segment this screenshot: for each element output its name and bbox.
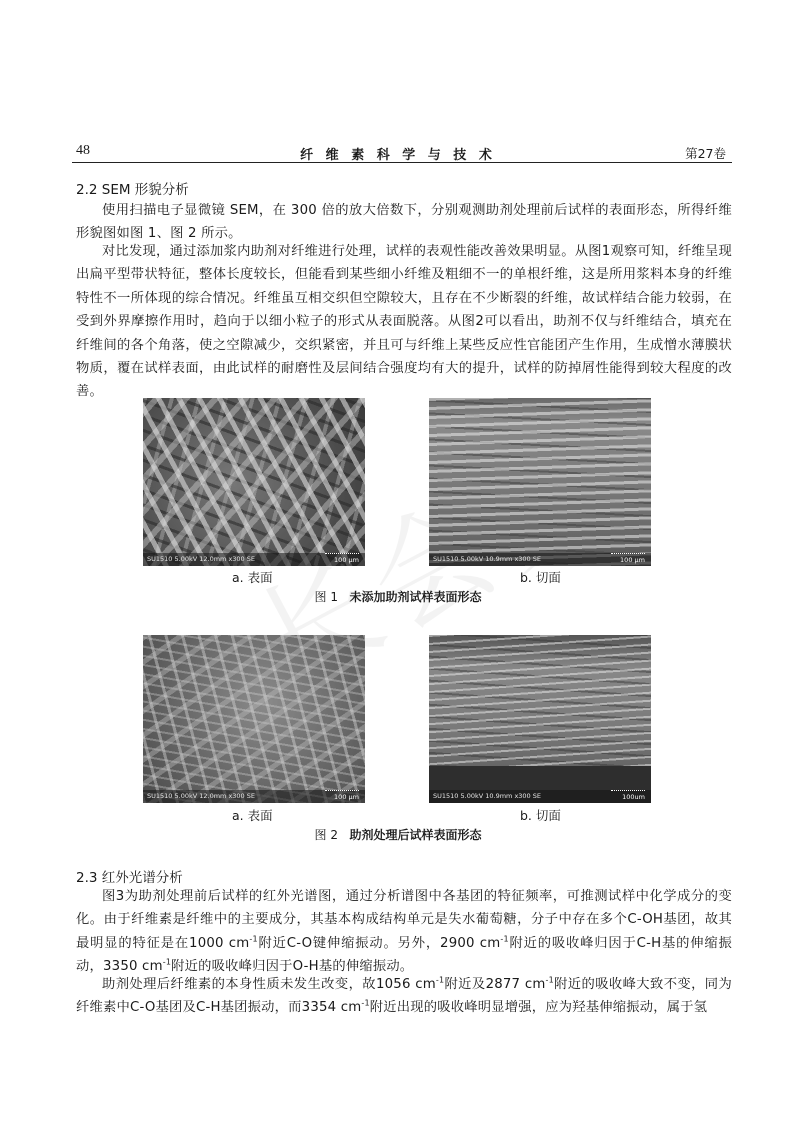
text-run: 附近C-O键伸缩振动。另外，2900 cm	[257, 935, 501, 951]
scale-bar-label: 100um	[622, 793, 645, 801]
sem-image-fig1-surface	[143, 398, 365, 566]
scale-bar-label: 100 µm	[334, 556, 359, 564]
volume-label: 第27卷	[685, 146, 726, 161]
subfigure-caption-a: a. 表面	[232, 808, 273, 823]
text-run: 附近的吸收峰大致不变，同为纤维素中C-O基团及C-H基团振动，而3354 cm	[76, 977, 732, 1016]
superscript: -1	[162, 957, 172, 967]
sem-image-fig2-section	[429, 635, 651, 803]
paragraph: 对比发现，通过添加浆内助剂对纤维进行处理，试样的表观性能改善效果明显。从图1观察可知，纤维呈现出扁平型带状特征，整体长度较长，但能看到某些细小纤维及粗细不一的单根纤维，这是所用浆料本身的纤维特性不一所体现的综合情况。纤维虽互相交织但空隙较大，且存在不少断裂的纤维，故试样结合能力较弱，在受到外界摩擦作用时，趋向于以细小粒子的形式从表面脱落。从图2可以看出，助剂不仅与纤维结合，填充在纤维间的各个角落，使之空隙减少，交织紧密，并且可与纤维上某些反应性官能团产生作用，生成憎水薄膜状物质，覆在试样表面，由此试样的耐磨性及层间结合强度均有大的提升，试样的防掉屑性能得到较大程度的改善。	[76, 244, 732, 400]
subfigure-caption-a: a. 表面	[232, 570, 273, 585]
sem-image-fig2-surface	[143, 635, 365, 803]
sem-info-bar: SU1510 5.00kV 12.0mm x300 SE	[143, 790, 365, 803]
superscript: -1	[361, 998, 370, 1008]
text-run: 图3为助剂处理前后试样的红外光谱图，通过分析谱图中各基团的特征频率，可推测试样中化学成分的变化。由于纤维素是纤维中的主要成分，其基本构成结构单元是失水葡萄糖，分子中存在多个C-OH基团，故其最明显的特征是在1000 cm	[76, 889, 732, 951]
running-header	[0, 143, 796, 163]
text-run: 助剂处理后纤维素的本身性质未发生改变，故1056 cm	[102, 977, 436, 992]
sem-info-bar: SU1510 5.00kV 10.9mm x300 SE	[429, 553, 651, 566]
paragraph	[76, 885, 732, 979]
text-run: 附近的吸收峰归因于C-H基的伸缩振动，3350 cm	[76, 935, 732, 975]
section-title-2-3: 2.3 红外光谱分析	[76, 870, 183, 886]
sem-info-bar: SU1510 5.00kV 12.0mm x300 SE	[143, 553, 365, 566]
subfigure-caption-b: b. 切面	[520, 808, 561, 823]
superscript: -1	[435, 975, 445, 985]
superscript: -1	[500, 934, 509, 944]
subfigure-caption-b: b. 切面	[520, 570, 561, 585]
superscript: -1	[249, 934, 258, 944]
sem-image-fig1-section	[429, 398, 651, 566]
figure-caption-1	[0, 588, 796, 605]
paragraph: 使用扫描电子显微镜 SEM，在 300 倍的放大倍数下，分别观测助剂处理前后试样的表面形态，所得纤维形貌图如图 1、图 2 所示。	[76, 203, 732, 242]
page-number: 48	[76, 143, 90, 158]
figure-label: 图 1	[314, 590, 338, 604]
text-run: 附近的吸收峰归因于O-H基的伸缩振动。	[171, 959, 414, 975]
text-run: 附近出现的吸收峰明显增强，应为羟基伸缩振动，属于氢	[369, 1000, 708, 1016]
figure-caption-2	[0, 826, 796, 843]
figure-caption-text: 助剂处理后试样表面形态	[349, 828, 482, 842]
scale-bar-label: 100 µm	[334, 793, 359, 801]
text-run: 附近及2877 cm	[444, 977, 546, 992]
journal-title: 纤 维 素 科 学 与 技 术	[300, 148, 496, 163]
section-title-2-2: 2.2 SEM 形貌分析	[76, 182, 189, 198]
figure-caption-text: 未添加助剂试样表面形态	[349, 590, 482, 604]
scale-bar-label: 100 µm	[620, 556, 645, 564]
sem-info-bar: SU1510 5.00kV 10.9mm x300 SE	[429, 790, 651, 803]
header-rule	[72, 162, 732, 163]
superscript: -1	[545, 975, 554, 985]
figure-label: 图 2	[314, 828, 338, 842]
paragraph	[76, 973, 732, 1020]
